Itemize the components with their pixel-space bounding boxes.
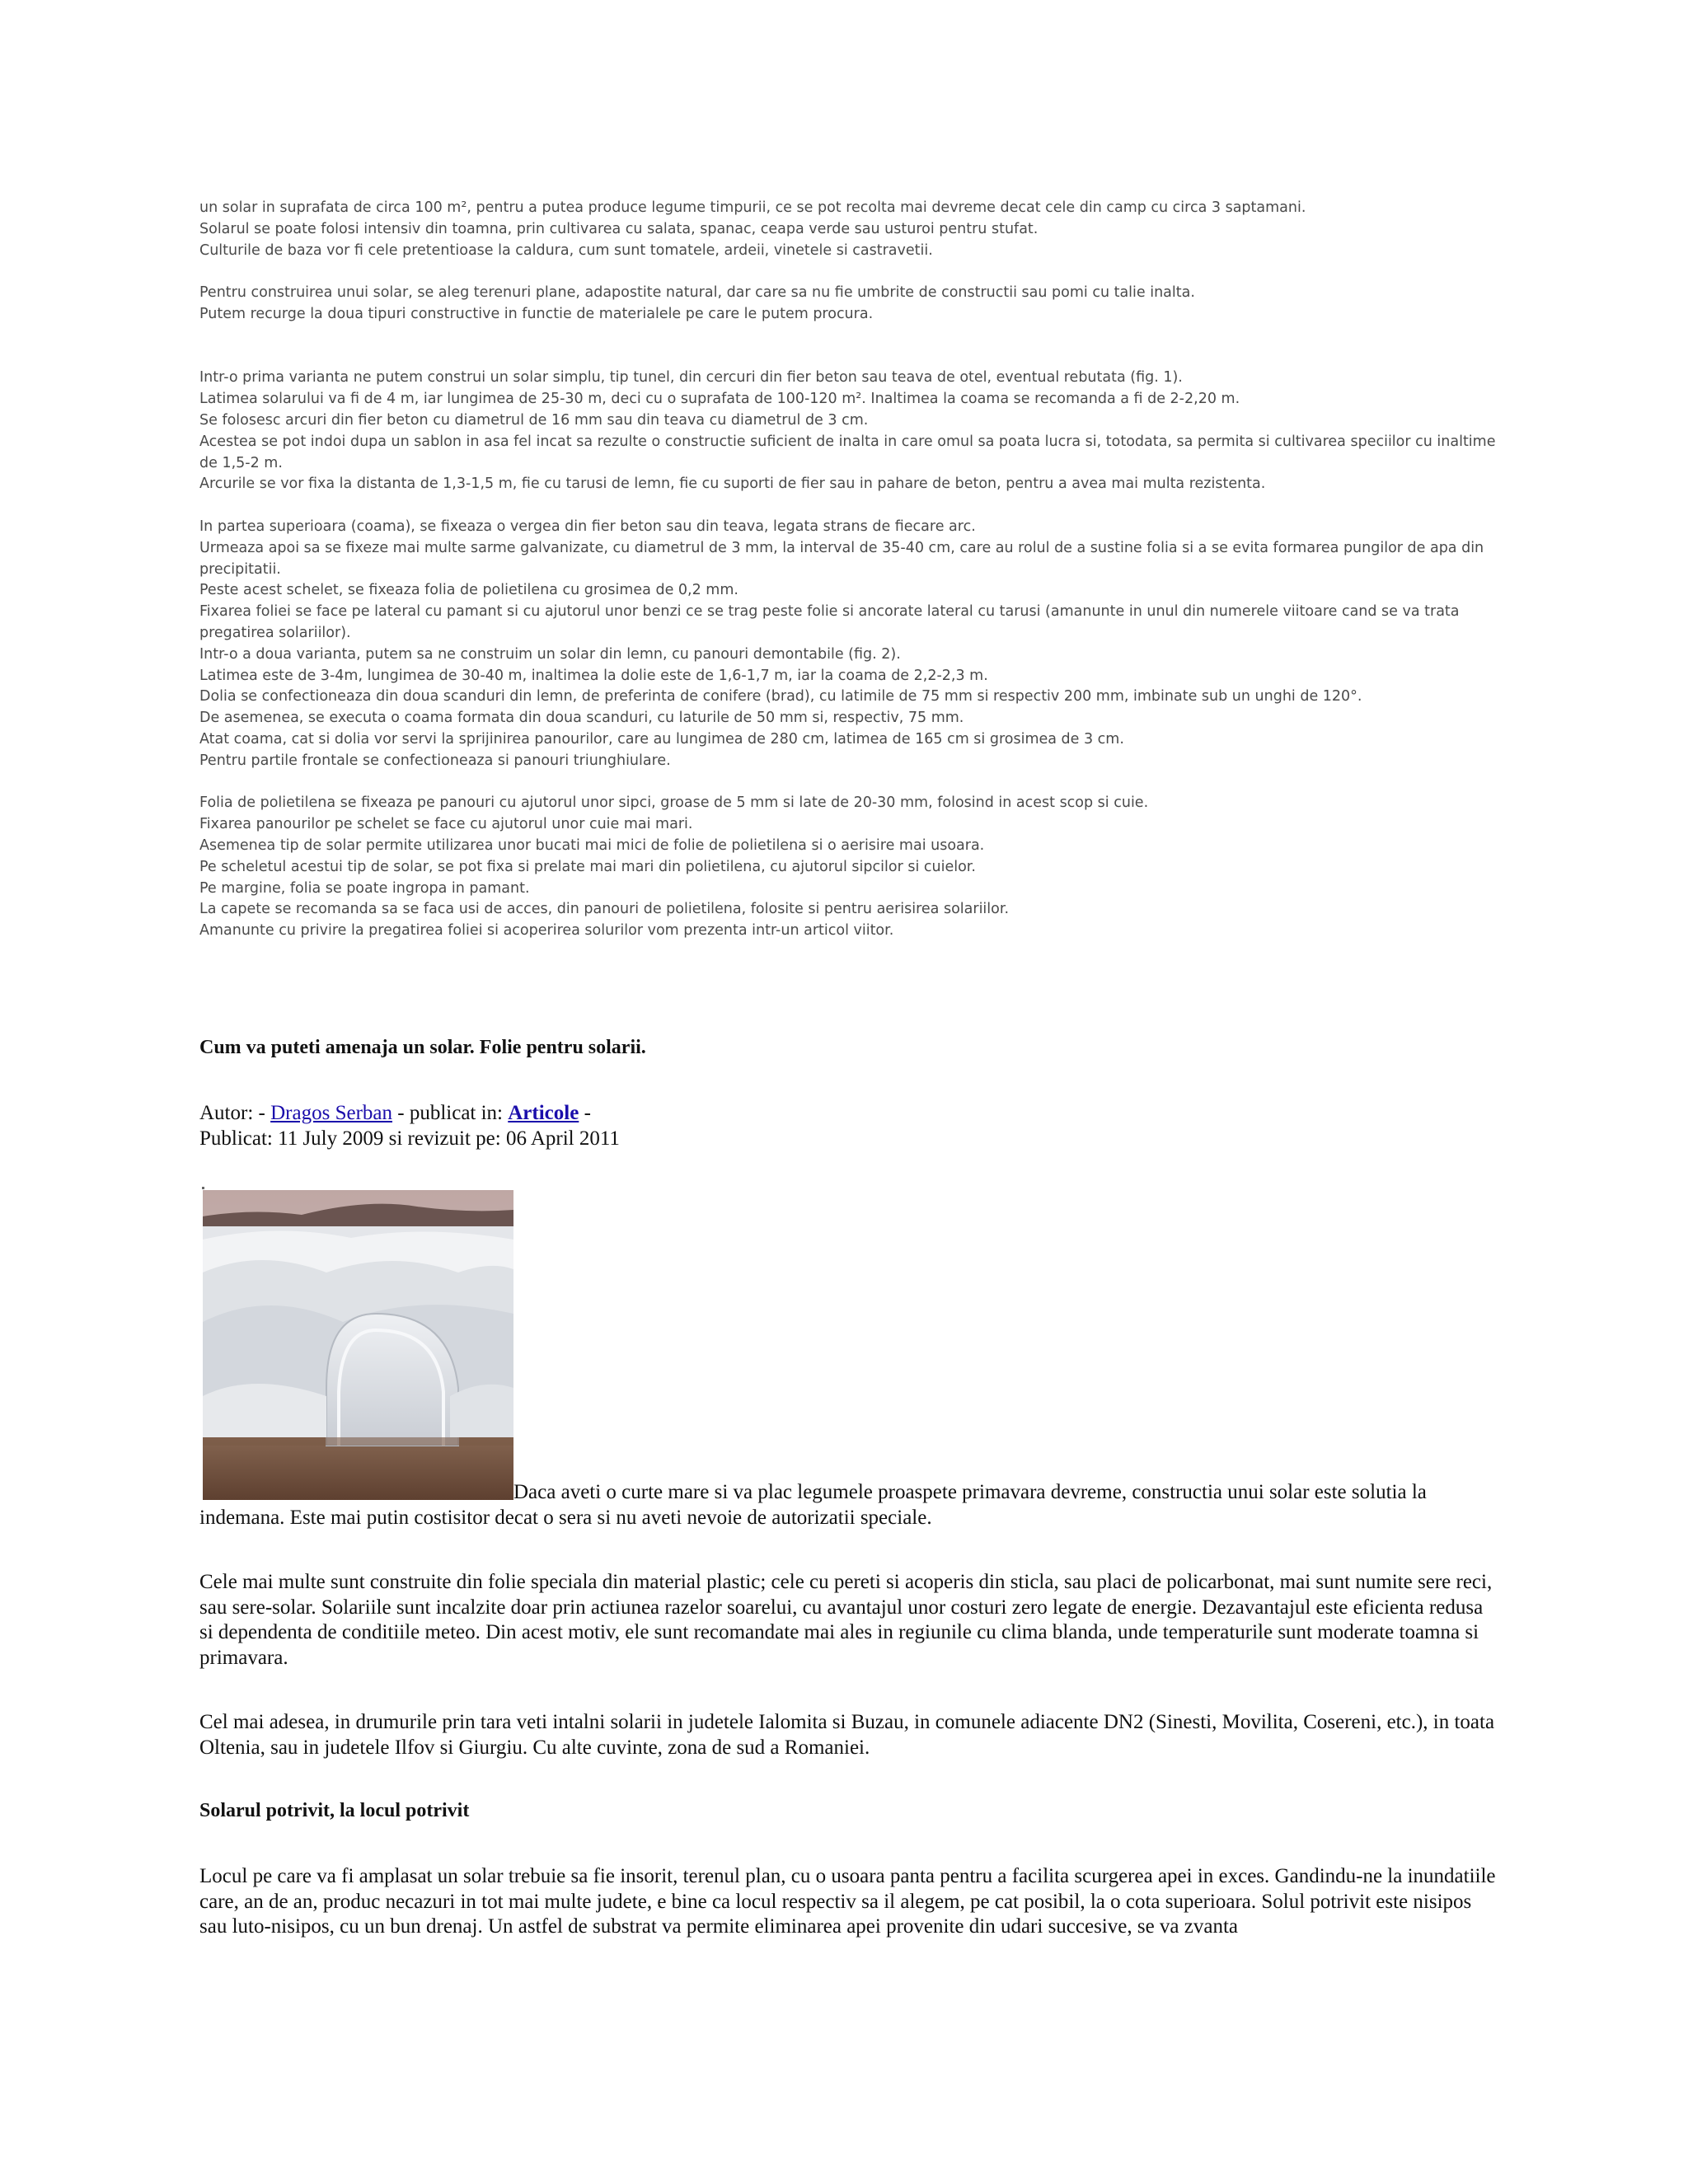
text-line: Intr-o a doua varianta, putem sa ne construim un solar din lemn, cu panouri demontabile (fig. 2). (199, 645, 901, 663)
text-line: Dolia se confectioneaza din doua scanduri din lemn, de preferinta de conifere (brad), cu latimile de 75 mm si respectiv 200 mm, imbinate sub un unghi de 120°. (199, 688, 1362, 705)
text-line: un solar in suprafata de circa 100 m², pentru a putea produce legume timpurii, ce se pot recolta mai devreme decat cele din camp cu circa 3 saptamani. (199, 199, 1306, 216)
published-in-label: - publicat in: (392, 1102, 509, 1124)
article-meta (199, 1100, 1498, 1151)
text-line: In partea superioara (coama), se fixeaza o vergea din fier beton sau din teava, legata strans de fiecare arc. (199, 518, 976, 535)
text-line: Solarul se poate folosi intensiv din toamna, prin cultivarea cu salata, spanac, ceapa verde sau usturoi pentru stufat. (199, 220, 1039, 237)
solar-tunnel-photo (203, 1190, 513, 1500)
text-line: Urmeaza apoi sa se fixeze mai multe sarme galvanizate, cu diametrul de 3 mm, la interval de 35-40 cm, care au rolul de a sustine folia si a se evita formarea pungilor de apa din precipitatii. (199, 539, 1484, 578)
text-line: Fixarea foliei se face pe lateral cu pamant si cu ajutorul unor benzi ce se trag peste folie si ancorate lateral cu tarusi (amanunte in unul din numerele viitoare cand se va trata pregatirea solariilor). (199, 603, 1460, 641)
text-line: Asemenea tip de solar permite utilizarea unor bucati mai mici de folie de polietilena si o aerisire mai usoara. (199, 837, 985, 854)
text-line: Pentru construirea unui solar, se aleg terenuri plane, adapostite natural, dar care sa nu fie umbrite de constructii sau pomi cu talie inalta. (199, 284, 1195, 302)
text-line: Peste acest schelet, se fixeaza folia de polietilena cu grosimea de 0,2 mm. (199, 582, 738, 599)
publish-dates: Publicat: 11 July 2009 si revizuit pe: 06 April 2011 (199, 1127, 620, 1150)
article-intro: Daca aveti o curte mare si va plac legumele proaspete primavara devreme, constructia unui solar este solutia la indemana. Este mai putin costisitor decat o sera si nu aveti nevoie de autorizatii speciale. (199, 1481, 1427, 1529)
text-line: Amanunte cu privire la pregatirea foliei si acoperirea solurilor vom prezenta intr-un articol viitor. (199, 922, 894, 940)
text-line: Se folosesc arcuri din fier beton cu diametrul de 16 mm sau din teava cu diametrul de 3 cm. (199, 411, 869, 429)
category-link[interactable]: Articole (508, 1102, 579, 1124)
bullet-dot (202, 1187, 204, 1189)
article-title: Cum va puteti amenaja un solar. Folie pentru solarii. (199, 1037, 646, 1058)
section-subheading: Solarul potrivit, la locul potrivit (199, 1800, 470, 1821)
text-line: Fixarea panourilor pe schelet se face cu ajutorul unor cuie mai mari. (199, 816, 693, 833)
article-paragraph: Cele mai multe sunt construite din folie speciala din material plastic; cele cu pereti si acoperis din sticla, sau placi de policarbonat, mai sunt numite sere reci, sau sere-solar. Solariile sunt incalzite doar prin actiunea razelor soarelui, cu avantajul unor costuri zero legate de energie. Dezavantajul este eficienta redusa si dependenta de conditiile meteo. Din acest motiv, ele sunt recomandate mai ales in regiunile cu clima blanda, unde temperaturile sunt moderate toamna si primavara. (199, 1571, 1493, 1669)
text-line: Putem recurge la doua tipuri constructive in functie de materialele pe care le putem procura. (199, 305, 874, 322)
text-line: De asemenea, se executa o coama formata din doua scanduri, cu laturile de 50 mm si, respectiv, 75 mm. (199, 710, 964, 727)
text-line: Pe scheletul acestui tip de solar, se pot fixa si prelate mai mari din polietilena, cu ajutorul sipcilor si cuielor. (199, 858, 976, 875)
author-prefix: Autor: - (199, 1102, 271, 1124)
text-line: Intr-o prima varianta ne putem construi un solar simplu, tip tunel, din cercuri din fier beton sau teava de otel, eventual rebutata (fig. 1). (199, 369, 1183, 387)
article-paragraph: Locul pe care va fi amplasat un solar trebuie sa fie insorit, terenul plan, cu o usoara panta pentru a facilita scurgerea apei in exces. Gandindu-ne la inundatiile care, an de an, produc necazuri in tot mai multe judete, e bine ca locul respectiv sa il alegem, pe cat posibil, la o cota superioara. Solul potrivit este nisipos sau luto-nisipos, cu un bun drenaj. Un astfel de substrat va permite eliminarea apei provenite din udari succesive, se va zvanta (199, 1865, 1496, 1938)
article-paragraph: Cel mai adesea, in drumurile prin tara veti intalni solarii in judetele Ialomita si Buzau, in comunele adiacente DN2 (Sinesti, Movilita, Cosereni, etc.), in toata Oltenia, sau in judetele Ilfov si Giurgiu. Cu alte cuvinte, zona de sud a Romaniei. (199, 1711, 1495, 1759)
text-line: La capete se recomanda sa se faca usi de acces, din panouri de polietilena, folosite si pentru aerisirea solariilor. (199, 901, 1010, 918)
text-line: Arcurile se vor fixa la distanta de 1,3-1,5 m, fie cu tarusi de lemn, fie cu suporti de fier sau in pahare de beton, pentru a avea mai multa rezistenta. (199, 476, 1266, 493)
text-line: Latimea este de 3-4m, lungimea de 30-40 m, inaltimea la dolie este de 1,6-1,7 m, iar la coama de 2,2-2,3 m. (199, 667, 988, 684)
text-line: Pentru partile frontale se confectioneaza si panouri triunghiulare. (199, 752, 671, 769)
text-line: Culturile de baza vor fi cele pretentioase la caldura, cum sunt tomatele, ardeii, vinetele si castravetii. (199, 241, 933, 259)
text-line: Atat coama, cat si dolia vor servi la sprijinirea panourilor, care au lungimea de 280 cm, latimea de 165 cm si grosimea de 3 cm. (199, 730, 1124, 748)
author-line (199, 1100, 1498, 1126)
text-line: Pe margine, folia se poate ingropa in pamant. (199, 879, 530, 897)
top-text-section (199, 198, 1498, 942)
category-suffix: - (579, 1102, 591, 1124)
text-line: Latimea solarului va fi de 4 m, iar lungimea de 25-30 m, deci cu o suprafata de 100-120 m². Inaltimea la coama se recomanda a fi de 2-2,20 m. (199, 391, 1240, 408)
text-line: Acestea se pot indoi dupa un sablon in asa fel incat sa rezulte o constructie suficient de inalta in care omul sa poata lucra si, totodata, sa permita si cultivarea speciilor cu inaltime de 1,5-2 m. (199, 433, 1496, 471)
text-line: Folia de polietilena se fixeaza pe panouri cu ajutorul unor sipci, groase de 5 mm si late de 20-30 mm, folosind in acest scop si cuie. (199, 794, 1149, 812)
author-link[interactable]: Dragos Serban (270, 1102, 392, 1124)
